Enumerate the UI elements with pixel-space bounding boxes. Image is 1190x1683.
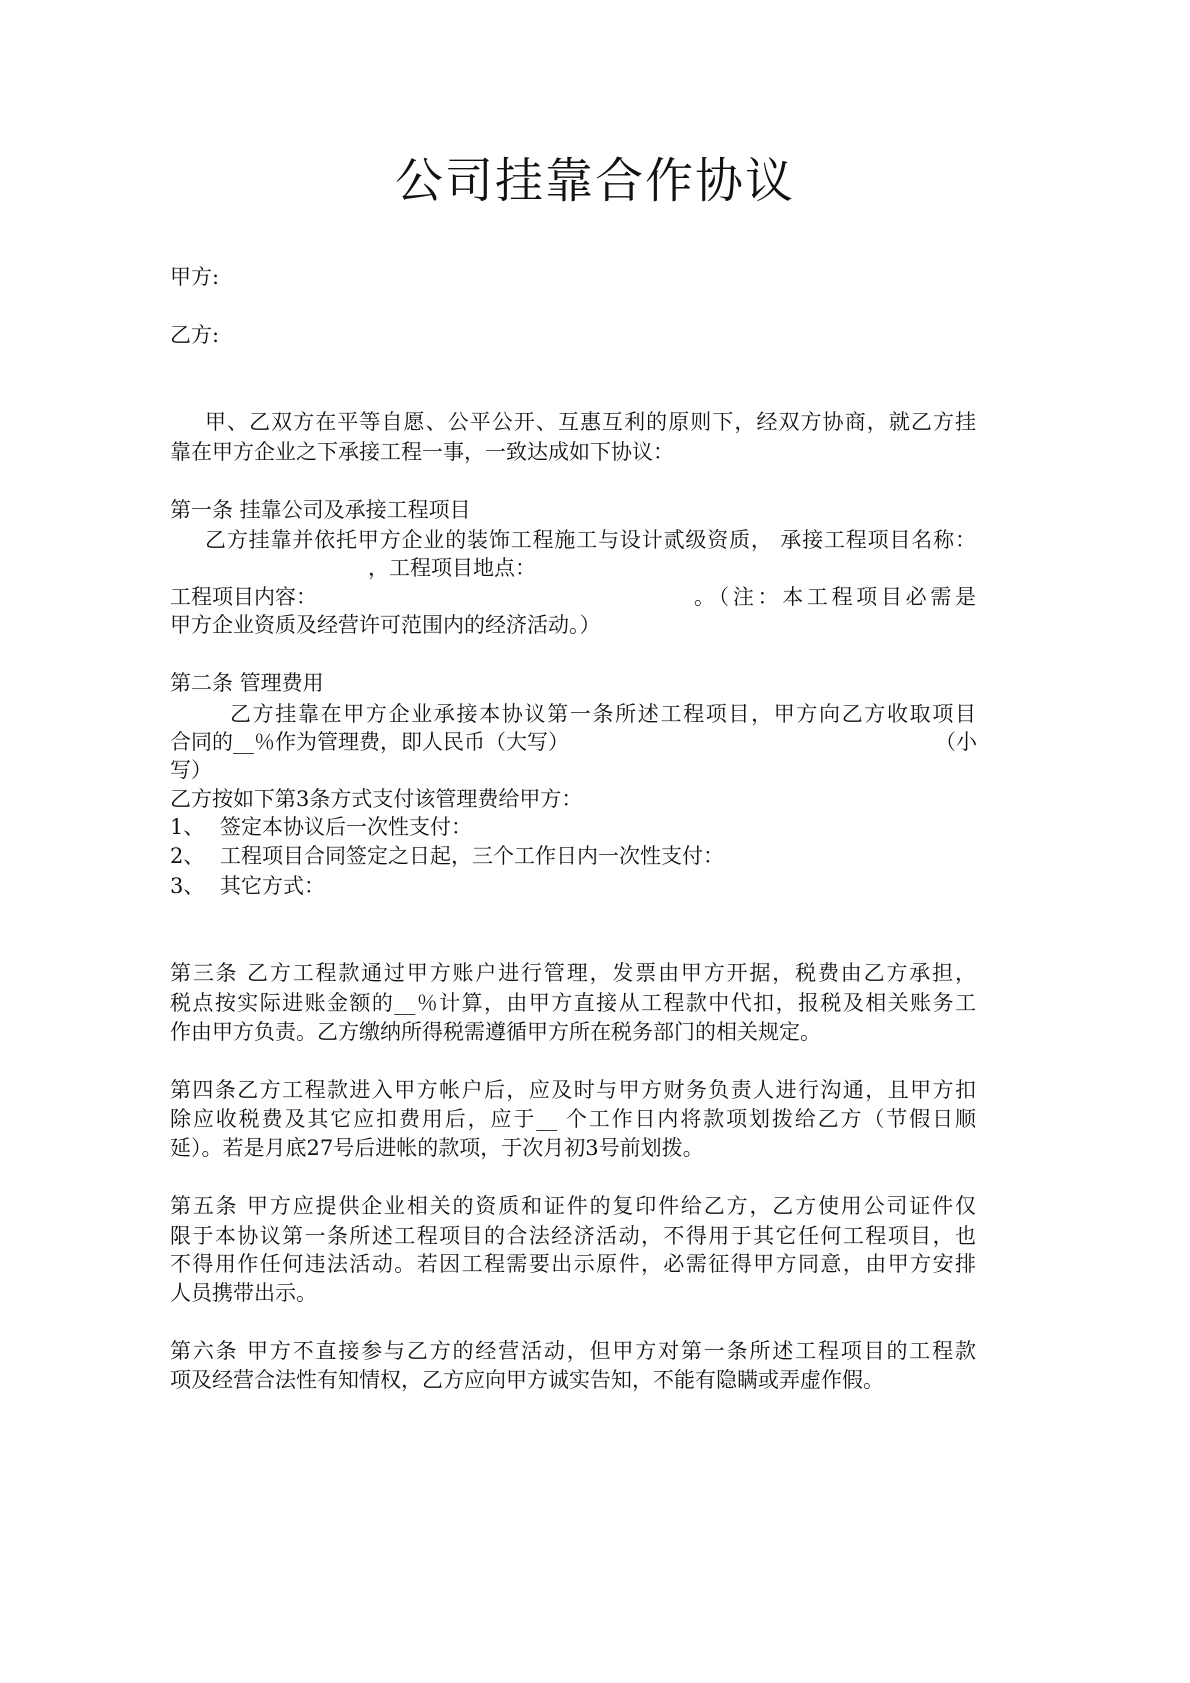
article-1-heading: 第一条 挂靠公司及承接工程项目: [170, 498, 471, 522]
party-b-label: 乙方:: [170, 323, 220, 347]
article-4-line: 除应收税费及其它应扣费用后，应于__ 个工作日内将款项划拨给乙方（节假日顺: [170, 1107, 976, 1131]
article-5-line: 不得用作任何违法活动。若因工程需要出示原件，必需征得甲方同意，由甲方安排: [170, 1252, 976, 1276]
article-6-line: 第六条 甲方不直接参与乙方的经营活动，但甲方对第一条所述工程项目的工程款: [170, 1339, 976, 1363]
article-1-line: 乙方挂靠并依托甲方企业的装饰工程施工与设计贰级资质， 承接工程项目名称：: [205, 528, 976, 552]
list-number: 1、: [170, 815, 205, 839]
article-1-line: ，工程项目地点：: [368, 556, 536, 580]
article-6-line: 项及经营合法性有知情权，乙方应向甲方诚实告知，不能有隐瞒或弄虚作假。: [170, 1368, 884, 1392]
article-4-line: 第四条乙方工程款进入甲方帐户后，应及时与甲方财务负责人进行沟通，且甲方扣: [170, 1078, 976, 1102]
article-3-line: 作由甲方负责。乙方缴纳所得税需遵循甲方所在税务部门的相关规定。: [170, 1020, 821, 1044]
article-2-line: 乙方按如下第3条方式支付该管理费给甲方：: [170, 787, 583, 811]
article-1-line: 甲方企业资质及经营许可范围内的经济活动。）: [170, 613, 601, 637]
list-number: 2、: [170, 844, 205, 868]
article-2-line: 写）: [170, 758, 212, 782]
list-text: 工程项目合同签定之日起，三个工作日内一次性支付：: [220, 844, 724, 868]
list-item: [170, 813, 472, 841]
preamble-line: 靠在甲方企业之下承接工程一事，一致达成如下协议：: [170, 440, 674, 464]
article-2-line: （小: [935, 730, 977, 754]
list-number: 3、: [170, 874, 205, 898]
article-3-line: 税点按实际进账金额的__％计算，由甲方直接从工程款中代扣，报税及相关账务工: [170, 991, 976, 1015]
preamble-line: 甲、乙双方在平等自愿、公平公开、互惠互利的原则下，经双方协商，就乙方挂: [205, 410, 976, 434]
article-5-line: 第五条 甲方应提供企业相关的资质和证件的复印件给乙方，乙方使用公司证件仅: [170, 1194, 976, 1218]
document-title: 公司挂靠合作协议: [394, 153, 795, 209]
article-1-line: 。（注：本工程项目必需是: [694, 585, 976, 609]
article-2-line: 合同的__％作为管理费，即人民币（大写）: [170, 730, 569, 754]
article-4-line: 延）。若是月底27号后进帐的款项，于次月初3号前划拨。: [170, 1136, 704, 1160]
list-text: 其它方式：: [220, 874, 325, 898]
article-2-line: 乙方挂靠在甲方企业承接本协议第一条所述工程项目，甲方向乙方收取项目: [230, 702, 976, 726]
article-5-line: 限于本协议第一条所述工程项目的合法经济活动，不得用于其它任何工程项目，也: [170, 1224, 976, 1248]
list-item: [170, 872, 325, 900]
article-2-heading: 第二条 管理费用: [170, 671, 324, 695]
article-5-line: 人员携带出示。: [170, 1281, 317, 1305]
list-text: 签定本协议后一次性支付：: [220, 815, 472, 839]
article-3-line: 第三条 乙方工程款通过甲方账户进行管理，发票由甲方开据，税费由乙方承担，: [170, 961, 976, 985]
list-item: [170, 842, 724, 870]
article-1-line: 工程项目内容：: [170, 585, 317, 609]
party-a-label: 甲方:: [170, 265, 220, 289]
